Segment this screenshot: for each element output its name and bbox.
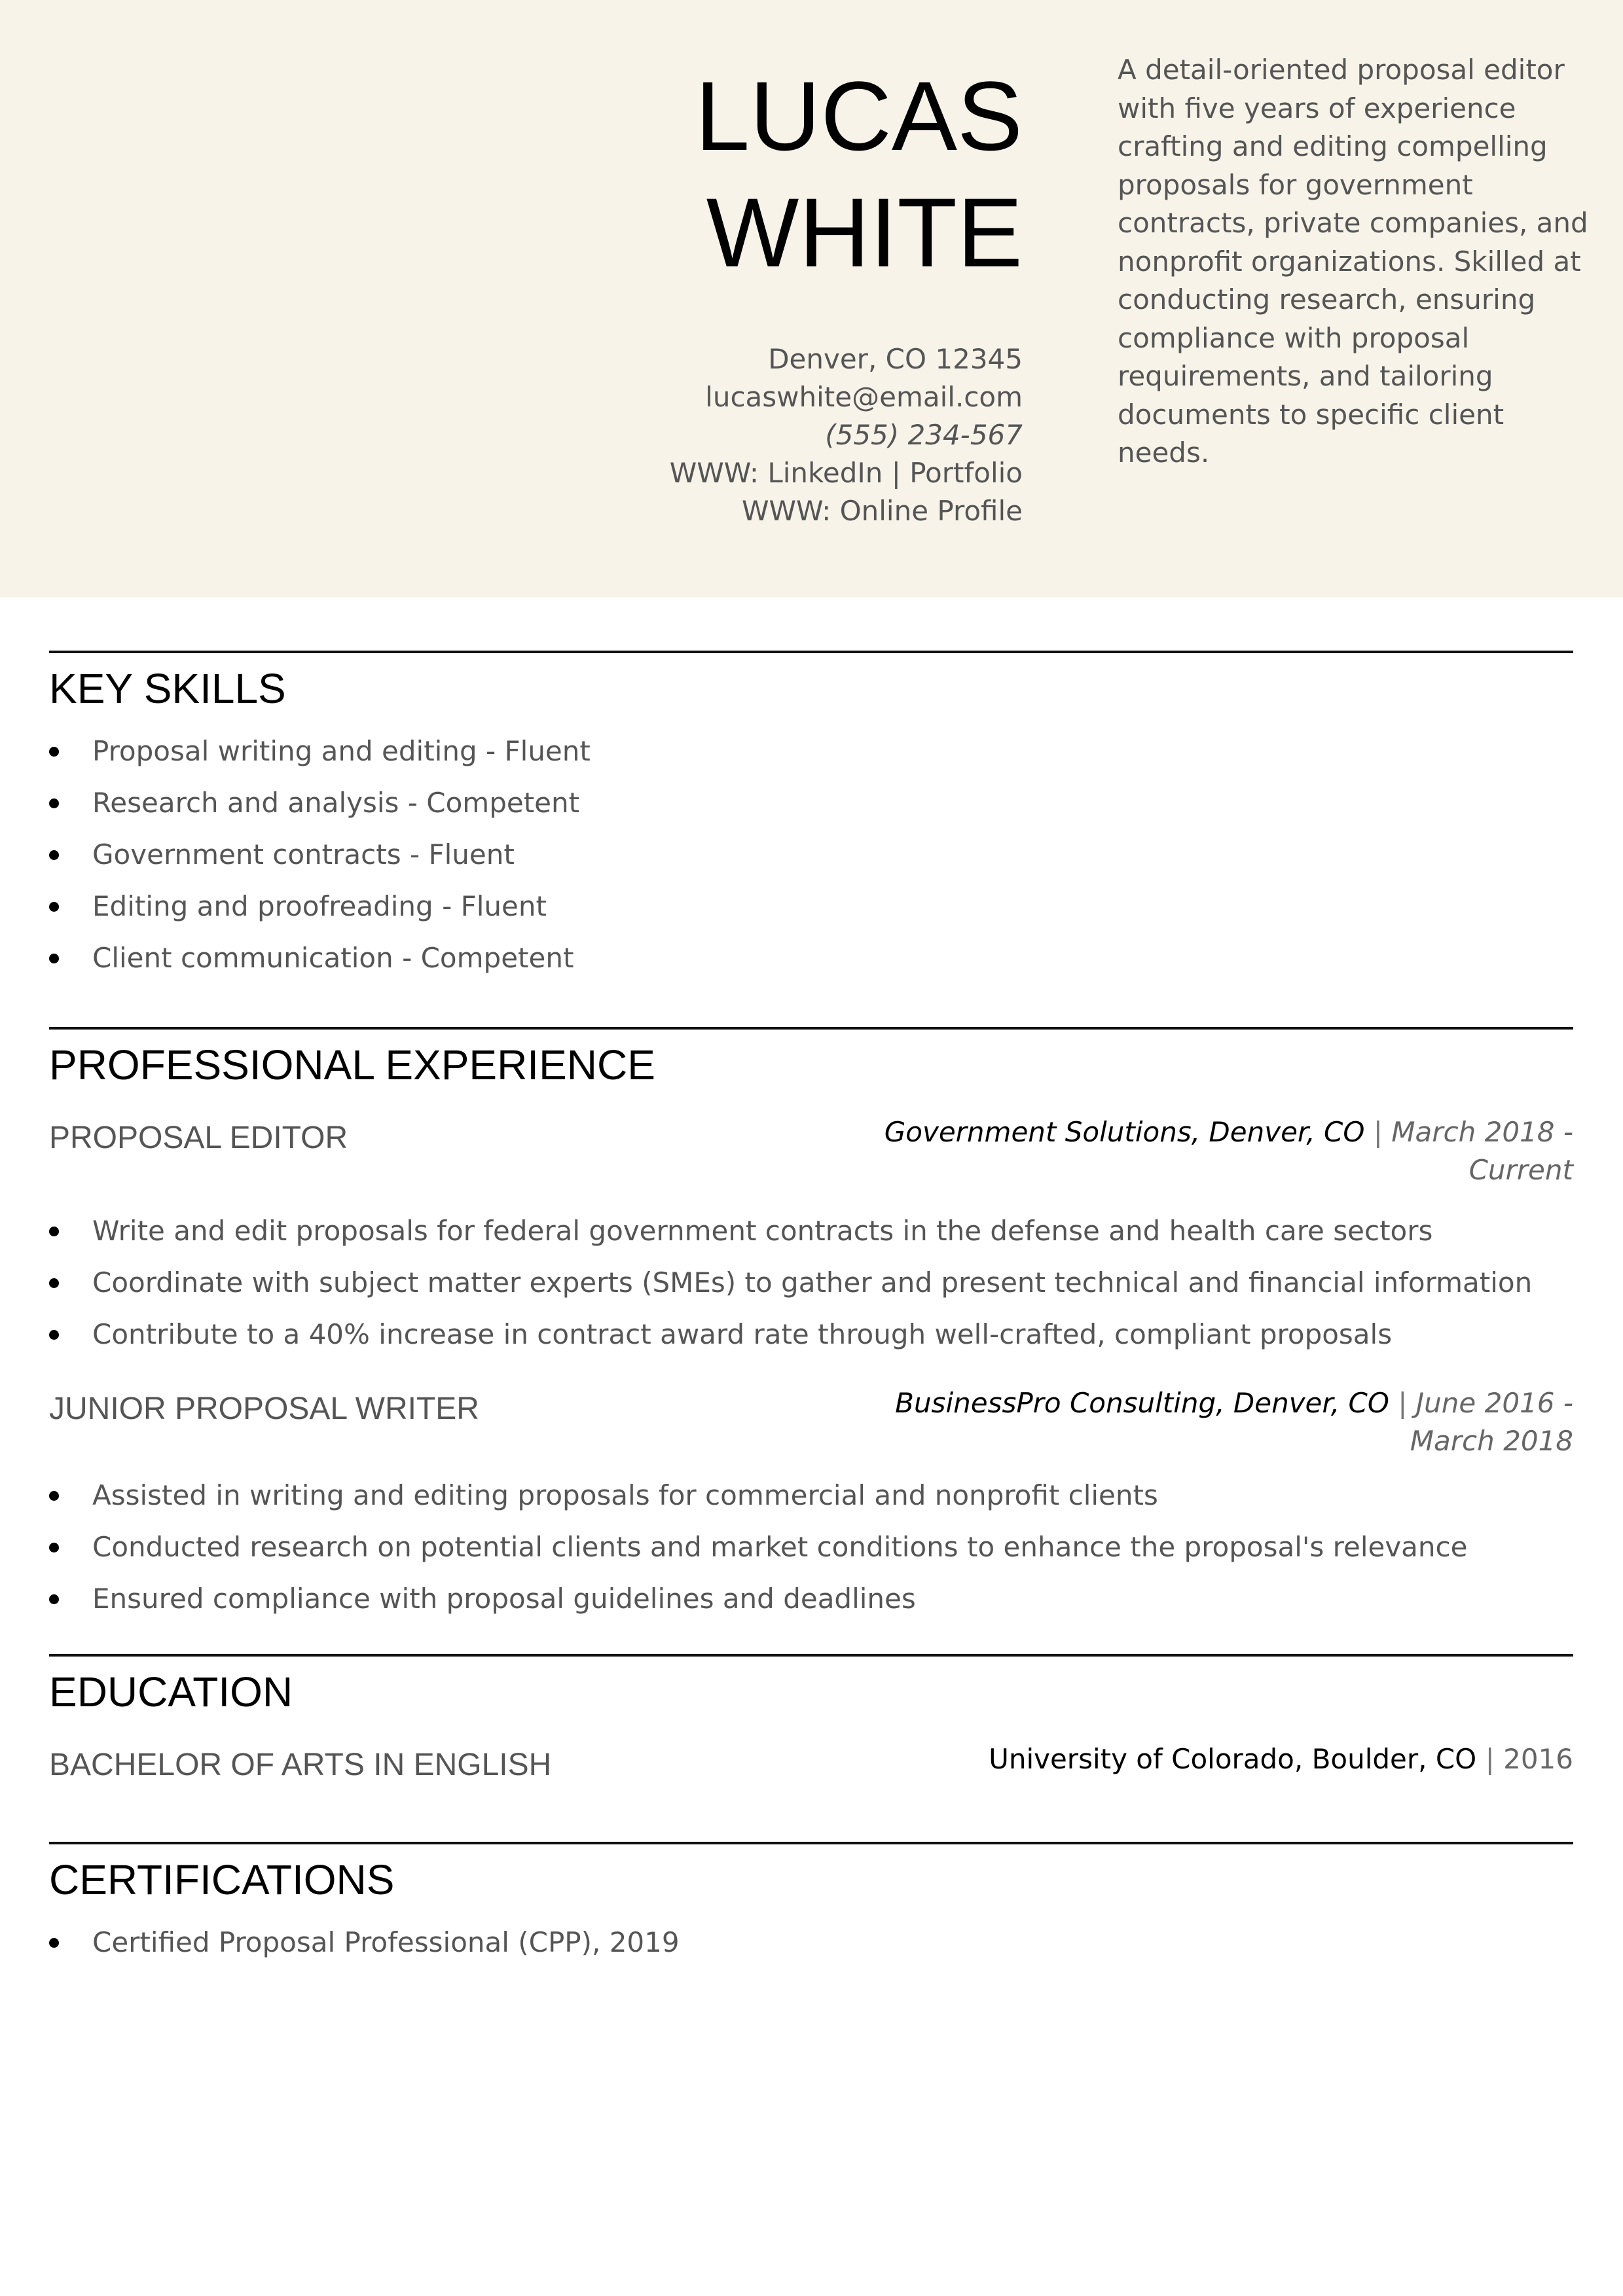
education-heading: EDUCATION [49,1668,293,1715]
list-item: Client communication - Competent [49,932,1573,984]
skills-section [49,651,1573,984]
job-dates: March 2018 - Current [1391,1116,1573,1186]
list-item: Government contracts - Fluent [49,829,1573,880]
job-title: PROPOSAL EDITOR [49,1121,348,1155]
list-item: Ensured compliance with proposal guidelines and deadlines [49,1573,1467,1624]
job-company: Government Solutions [884,1116,1192,1148]
graduation-year: 2016 [1503,1743,1573,1775]
meta-separator: | [1485,1743,1495,1775]
certifications-list [49,1916,1573,1968]
candidate-name [695,58,1023,291]
list-item: Coordinate with subject matter experts (SMEs) to gather and present technical and financial information [49,1257,1532,1308]
list-item: Certified Proposal Professional (CPP), 2019 [49,1916,1573,1968]
list-item: Conducted research on potential clients and market conditions to enhance the proposal's relevance [49,1521,1467,1573]
certifications-heading: CERTIFICATIONS [49,1856,395,1903]
contact-links[interactable]: WWW: LinkedIn | Portfolio [669,457,1023,489]
skills-list [49,725,1573,984]
list-item: Proposal writing and editing - Fluent [49,725,1573,777]
degree-title: BACHELOR OF ARTS IN ENGLISH [49,1748,552,1782]
certifications-section [49,1842,1573,1968]
school-name: University of Colorado, Boulder, CO [989,1743,1477,1775]
first-name: LUCAS [695,61,1023,171]
job-title: JUNIOR PROPOSAL WRITER [49,1391,479,1426]
job-location: Denver, CO [1209,1116,1365,1148]
list-item: Write and edit proposals for federal government contracts in the defense and health care sectors [49,1205,1532,1257]
last-name: WHITE [706,177,1023,287]
resume-header [0,0,1623,597]
contact-phone: (555) 234-567 [825,419,1023,451]
meta-separator: | [1373,1116,1383,1148]
job-meta: BusinessPro Consulting, Denver, CO | June 2016 - March 2018 [895,1387,1573,1457]
skills-heading: KEY SKILLS [49,665,286,712]
job-meta: Government Solutions, Denver, CO | March 2018 - Current [884,1116,1573,1186]
contact-info [670,340,1023,530]
contact-location: Denver, CO 12345 [768,343,1023,375]
job-company: BusinessPro Consulting [895,1387,1216,1419]
education-meta [853,1740,1573,1778]
experience-section [49,1027,1573,1619]
contact-profile[interactable]: WWW: Online Profile [741,495,1023,527]
list-item: Editing and proofreading - Fluent [49,880,1573,932]
experience-heading: PROFESSIONAL EXPERIENCE [49,1041,655,1088]
job-bullets [49,1469,1467,1624]
job-dates: June 2016 - March 2018 [1410,1387,1573,1457]
job-bullets [49,1205,1532,1360]
list-item: Contribute to a 40% increase in contract award rate through well-crafted, compliant proposals [49,1308,1532,1360]
contact-email[interactable]: lucaswhite@email.com [705,381,1023,413]
professional-summary: A detail-oriented proposal editor with five years of experience crafting and editing compelling proposals for government contracts, private companies, and nonprofit organizations. Skilled at conducting research, ensuring compliance with proposal requirements, and tailoring documents to specific client needs. [1118,54,1588,469]
education-section [49,1654,1573,1787]
list-item: Assisted in writing and editing proposals for commercial and nonprofit clients [49,1469,1467,1521]
meta-separator: | [1398,1387,1408,1419]
list-item: Research and analysis - Competent [49,777,1573,829]
job-location: Denver, CO [1233,1387,1389,1419]
